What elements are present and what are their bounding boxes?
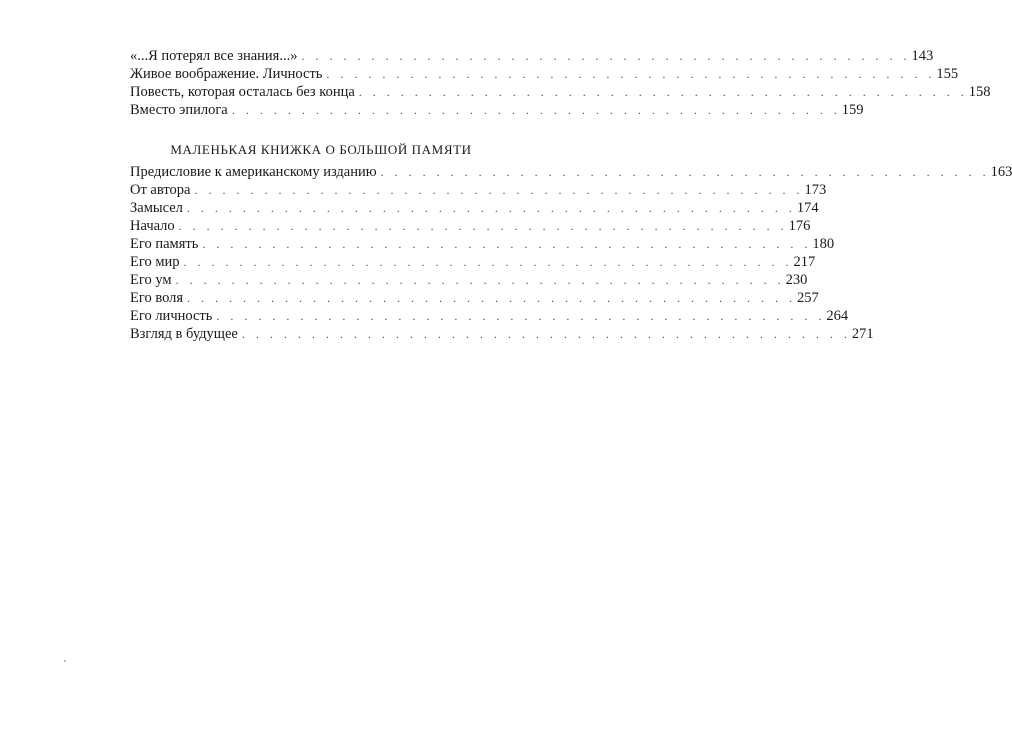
toc-entry-page: 257 — [797, 290, 819, 306]
toc-entry-page: 163 — [990, 164, 1012, 180]
toc-list-part1 — [130, 47, 991, 119]
toc-entry[interactable] — [130, 199, 819, 217]
toc-entry-title: Его память — [130, 236, 199, 252]
toc-entry[interactable] — [130, 101, 864, 119]
toc-entry[interactable] — [130, 83, 991, 101]
section-heading: МАЛЕНЬКАЯ КНИЖКА О БОЛЬШОЙ ПАМЯТИ — [170, 142, 472, 157]
toc-entry-page: 217 — [793, 254, 816, 270]
toc-entry-page: 180 — [812, 236, 835, 252]
toc-entry-page: 174 — [796, 200, 819, 216]
dot-leader: . . . . . . . . . . . . . . . . . . . . . . . . . . . . . . . . . . . . . . . . . . . . — [187, 291, 797, 305]
toc-entry-title: Живое воображение. Личность — [130, 66, 323, 82]
toc-entry-title: Предисловие к американскому изданию — [130, 164, 377, 180]
dot-leader: . . . . . . . . . . . . . . . . . . . . . . . . . . . . . . . . . . . . . . . . . . . . — [301, 49, 911, 63]
toc-entry-title: Замысел — [130, 200, 183, 216]
toc-entry[interactable] — [130, 253, 816, 271]
toc-entry[interactable] — [130, 271, 808, 289]
toc-entry-page: 264 — [826, 308, 849, 324]
toc-entry-title: Его воля — [130, 290, 184, 306]
toc-entry-title: Его личность — [130, 308, 213, 324]
dot-leader: . . . . . . . . . . . . . . . . . . . . . . . . . . . . . . . . . . . . . . . . . . . . — [178, 219, 788, 233]
toc-entry-title: Взгляд в будущее — [130, 326, 238, 342]
toc-entry-page: 143 — [911, 48, 934, 64]
toc-entry-page: 155 — [936, 66, 959, 82]
dot-leader: . . . . . . . . . . . . . . . . . . . . . . . . . . . . . . . . . . . . . . . . . . . . — [358, 85, 968, 99]
dot-leader: . . . . . . . . . . . . . . . . . . . . . . . . . . . . . . . . . . . . . . . . . . . . — [202, 237, 812, 251]
toc-entry-title: От автора — [130, 182, 191, 198]
toc-entry[interactable] — [130, 163, 1012, 181]
toc-entry-title: Его мир — [130, 254, 180, 270]
toc-entry-page: 176 — [788, 218, 811, 234]
toc-entry-title: Повесть, которая осталась без конца — [130, 84, 355, 100]
toc-entry[interactable] — [130, 235, 835, 253]
toc-entry[interactable] — [130, 65, 959, 83]
toc-entry[interactable] — [130, 217, 811, 235]
toc-entry-title: Его ум — [130, 272, 172, 288]
toc-entry[interactable] — [130, 47, 934, 65]
toc-entry-title: «...Я потерял все знания...» — [130, 48, 298, 64]
dot-leader: . . . . . . . . . . . . . . . . . . . . . . . . . . . . . . . . . . . . . . . . . . . . — [194, 183, 804, 197]
toc-entry[interactable] — [130, 289, 819, 307]
toc-entry-page: 158 — [968, 84, 991, 100]
toc-list-part2 — [130, 163, 1012, 343]
toc-entry-page: 271 — [851, 326, 874, 342]
page-speck — [64, 660, 66, 662]
dot-leader: . . . . . . . . . . . . . . . . . . . . . . . . . . . . . . . . . . . . . . . . . . . . — [186, 201, 796, 215]
toc-entry[interactable] — [130, 325, 874, 343]
toc-entry-page: 173 — [804, 182, 827, 198]
toc-entry[interactable] — [130, 181, 827, 199]
toc-entry-title: Вместо эпилога — [130, 102, 228, 118]
toc-entry-page: 159 — [841, 102, 864, 118]
dot-leader: . . . . . . . . . . . . . . . . . . . . . . . . . . . . . . . . . . . . . . . . . . . . — [231, 103, 841, 117]
dot-leader: . . . . . . . . . . . . . . . . . . . . . . . . . . . . . . . . . . . . . . . . . . . . — [241, 327, 851, 341]
dot-leader: . . . . . . . . . . . . . . . . . . . . . . . . . . . . . . . . . . . . . . . . . . . . — [216, 309, 826, 323]
toc-entry-page: 230 — [785, 272, 808, 288]
dot-leader: . . . . . . . . . . . . . . . . . . . . . . . . . . . . . . . . . . . . . . . . . . . . — [183, 255, 793, 269]
dot-leader: . . . . . . . . . . . . . . . . . . . . . . . . . . . . . . . . . . . . . . . . . . . . — [175, 273, 785, 287]
toc-entry-title: Начало — [130, 218, 175, 234]
toc-entry[interactable] — [130, 307, 849, 325]
dot-leader: . . . . . . . . . . . . . . . . . . . . . . . . . . . . . . . . . . . . . . . . . . . . — [326, 67, 936, 81]
dot-leader: . . . . . . . . . . . . . . . . . . . . . . . . . . . . . . . . . . . . . . . . . . . . — [380, 165, 990, 179]
